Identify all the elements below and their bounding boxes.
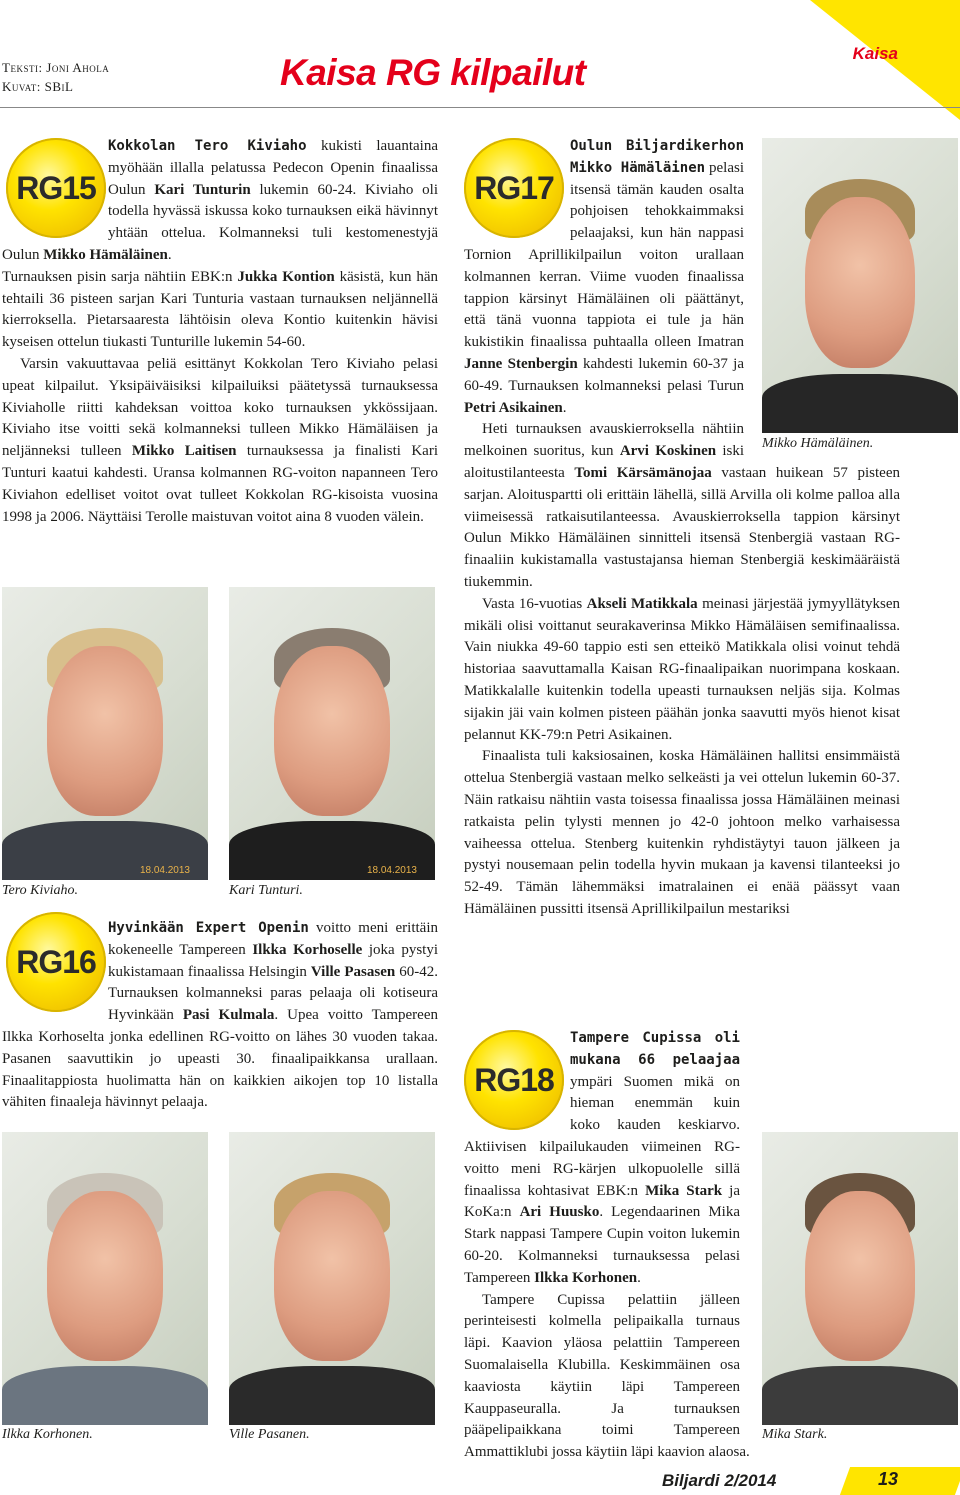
text-segment: Varsin vakuuttavaa peliä esittänyt Kokkolan Tero Kiviaho pelasi upeat kilpailut. Yksipäiväisiksi kilpailuiksi päätetyssä turnauksessa Kiviaholle riitti kahdeksan voittoa koko turnauksen ykkössijaan. Kiviaho itse voitti sekä kolmanneksi tulleen Mikko Hämäläisen ja neljänneksi tulleen <box>2 355 438 460</box>
credits <box>2 58 109 96</box>
page-number: 13 <box>878 1469 899 1489</box>
text-segment: Petri Asikainen <box>464 399 563 416</box>
rg18-article <box>464 1028 900 1464</box>
rg15-paragraph-3 <box>2 354 438 528</box>
rg16-badge-icon: RG16 <box>6 912 106 1012</box>
photo-pasanen <box>229 1132 435 1425</box>
text-segment: Kokkolan Tero Kiviaho <box>108 138 307 154</box>
text-segment: . <box>562 399 567 416</box>
text-segment: Vasta 16-vuotias <box>482 595 587 612</box>
caption-stark: Mika Stark. <box>762 1427 828 1442</box>
text-segment: ja KoKa:n <box>464 1182 741 1221</box>
text-segment: turnauksessa ja finalisti Kari Tunturi kaatui kahdesti. Uransa kolmannen RG-voiton napanneen Tero Kiviahon edelliset voitot ovat tulleet Kokkolan RG-kisoista vuosina 1998 ja 2006. Näyttäisi Terolle maistuvan voitot aina 8 vuoden välein. <box>2 443 438 525</box>
credit-text: Teksti: Joni Ahola <box>2 60 110 75</box>
text-segment: Ville Pasasen <box>310 963 396 980</box>
text-segment: joka pystyi kukistamaan finaalissa Helsingin <box>108 941 438 980</box>
text-segment: Turnauksen pisin sarja nähtiin EBK:n <box>2 268 238 285</box>
rg17-paragraph-3 <box>464 594 900 747</box>
text-segment: Kari Tunturin <box>154 181 251 198</box>
text-segment: 60-42. Turnauksen kolmanneksi paras pelaaja oli kotiseura Hyvinkään <box>108 963 438 1024</box>
credit-photos: Kuvat: SBiL <box>2 79 74 94</box>
text-segment: lukemin 60-24. Kiviaho oli todella hyvässä iskussa koko turnauksen eikä hävinnyt yhtään ottelua. Kolmanneksi tuli kestomenestyjä Oulun <box>2 181 438 263</box>
header-divider <box>0 107 960 108</box>
photo-kiviaho <box>2 587 208 880</box>
photo-tunturi <box>229 587 435 880</box>
caption-korhonen: Ilkka Korhonen. <box>2 1427 93 1442</box>
text-segment: Ari Huusko <box>519 1204 600 1221</box>
rg15-paragraph-2 <box>2 267 438 354</box>
photo-korhonen <box>2 1132 208 1425</box>
rg15-badge-icon: RG15 <box>6 138 106 238</box>
text-segment: . <box>637 1269 641 1286</box>
text-segment: Mika Stark <box>645 1182 723 1199</box>
text-segment: voitto meni erittäin kokeneelle Tampereen <box>108 920 438 958</box>
text-segment: vastaan huikean 57 pisteen sarjan. Aloituspartti oli erittäin lähellä, sillä Arvilla oli kolme palloa alla viimeisessä ratkaisutilanteessa. Avauskierroksella tappion kärsinyt Oulun Mikko Hämäläinen sinnitteli itsensä Stenbergiä vastaan RG-finaaliin kukistamalla vastustajansa hieman Stenbergiä keskimääräistä tiukemmin. <box>464 464 900 590</box>
text-segment: Akseli Matikkala <box>586 595 698 612</box>
rg17-badge-icon: RG17 <box>464 138 564 238</box>
caption-pasanen: Ville Pasanen. <box>229 1427 310 1442</box>
caption-tunturi: Kari Tunturi. <box>229 883 303 898</box>
text-segment: Janne Stenbergin <box>464 355 578 372</box>
photo-date-stamp: 18.04.2013 <box>139 865 190 876</box>
text-segment: Tampere Cupissa pelattiin jälleen perinteisesti kolmella pelipaikalla turnaus läpi. Kaavion yläosa pelattiin Tampereen Suomalaisella Klubilla. Keskimmäinen osa kaaviosta käytiin läpi Tampereen Kauppaseuralla. Ja turnauksen pääpelipaikkana toimi Tampereen Ammattiklubi jossa käytiin läpi kaavion alaosa. <box>464 1291 750 1461</box>
rg15-article <box>2 136 438 528</box>
text-segment: Oulun Biljardikerhon Mikko Hämäläinen <box>570 138 744 176</box>
text-segment: kahdesti lukemin 60-37 ja 60-49. Turnauksen kolmanneksi pelasi Turun <box>464 355 744 394</box>
photo-date-stamp: 18.04.2013 <box>366 865 417 876</box>
page-number-tab <box>840 1467 960 1495</box>
text-segment: pelasi itsensä tämän kauden osalta pohjoisen tehokkaimmaksi pelaajaksi, kun hän nappasi Tornion Aprillikilpailun voiton urallaan kolmannen kerran. Viime vuoden finaalissa tappion kärsinyt Hämäläinen oli päättänyt, että tänä vuonna tappiota ei tule ja hän kukistikin finaalissa puhtaalla olleen Imatran <box>464 159 744 351</box>
text-segment: meinasi järjestää jymyyllätyksen mikäli olisi voittanut seurakaverinsa Mikko Hämäläisen semifinaalissa. Vain niukka 49-60 tappio esti sen etteikö Matikkala olisi voinut tehdä historiaa saavuttamalla Kaisan RG-finaalipaikan nuorimpana koskaan. Matikkalalle kuitenkin todella upeasti turnauksen neljäs sija. Kolmas sijakin jäi vain kolmen pisteen päähän jonka saavutti myös hienot kisat pelannut KK-79:n Petri Asikainen. <box>464 595 900 743</box>
text-segment: Arvi Koskinen <box>619 443 717 460</box>
text-segment: . Legendaarinen Mika Stark nappasi Tampere Cupin voiton lukemin 60-20. Kolmanneksi turnauksessa pelasi Tampereen <box>464 1204 740 1286</box>
text-segment: Mikko Laitisen <box>131 443 237 460</box>
rg16-article <box>2 918 438 1114</box>
section-label: Kaisa <box>852 44 898 63</box>
text-segment: ympäri Suomen mikä on hieman enemmän kuin koko kauden keskiarvo. Aktiivisen kilpailukauden viimeinen RG-voitto meni RG-kärjen ulkopuolelle sillä finaalissa kohtasivat EBK:n <box>464 1073 740 1199</box>
text-segment: . <box>167 246 172 263</box>
text-segment: Mikko Hämäläinen <box>43 246 168 263</box>
rg17-paragraph-4 <box>464 746 900 920</box>
text-segment: Ilkka Korhoselle <box>252 941 363 958</box>
text-segment: Tomi Kärsämänojaa <box>574 464 712 481</box>
page-title: Kaisa RG kilpailut <box>280 52 586 93</box>
text-segment: Jukka Kontion <box>237 268 335 285</box>
text-segment: Hyvinkään Expert Openin <box>108 920 309 936</box>
rg17-article <box>464 136 900 921</box>
caption-hamalainen: Mikko Hämäläinen. <box>762 436 874 451</box>
text-segment: Ilkka Korhonen <box>534 1269 638 1286</box>
caption-kiviaho: Tero Kiviaho. <box>2 883 78 898</box>
text-segment: käsistä, kun hän tehtaili 36 pisteen sarjan Kari Tunturia vastaan turnauksen neljännellä kierroksella. Pietarsaaresta lähtöisin oleva Kontio kuitenkin hävisi kyseisen ottelun tiukasti Tunturille lukemin 54-60. <box>2 268 438 351</box>
text-segment: kukisti lauantaina myöhään illalla pelatussa Pedecon Openin finaalissa Oulun <box>108 138 438 198</box>
magazine-name: Biljardi 2/2014 <box>662 1471 777 1490</box>
rg18-badge-icon: RG18 <box>464 1030 564 1130</box>
text-segment: Pasi Kulmala <box>182 1007 275 1024</box>
text-segment: Heti turnauksen avauskierroksella nähtiin melkoinen suoritus, kun <box>464 421 744 460</box>
text-segment: Tampere Cupissa oli mukana 66 pelaajaa <box>570 1030 740 1068</box>
text-segment: . Upea voitto Tampereen Ilkka Korhoselta jonka edellinen RG-voitto on lähes 30 vuoden takaa. Pasanen saavuttikin jo upeasti 30. finaalipaikkansa urallaan. Finaalitappiosta huolimatta hän on kaikkien aikojen top 10 listalla vähiten finaaleja hävinnyt pelaaja. <box>2 1007 438 1111</box>
text-segment: Finaalista tuli kaksiosainen, koska Hämäläinen hallitsi ensimmäistä ottelua Stenbergiä vastaan melko selkeästi ja vei ottelun lukemin 60-37. Näin ratkaisu nähtiin vasta toisessa finaalissa jossa Hämäläinen meinasi ratkaista pelin tylysti mennen jo 42-0 johtoon melko varhaisessa vaiheessa ottelua. Stenberg kuitenkin ryhdistäytyi tauon jälkeen ja pystyi nousemaan pelin todella hyvin mukaan ja kavensi tilanteeksi jo 52-49. Tämän lähemmäksi imatralainen ei enää päässyt vaan Hämäläinen pussitti itsensä Aprillikilpailun mestariksi <box>464 748 900 917</box>
text-segment: iski aloitustilanteesta <box>464 443 744 481</box>
